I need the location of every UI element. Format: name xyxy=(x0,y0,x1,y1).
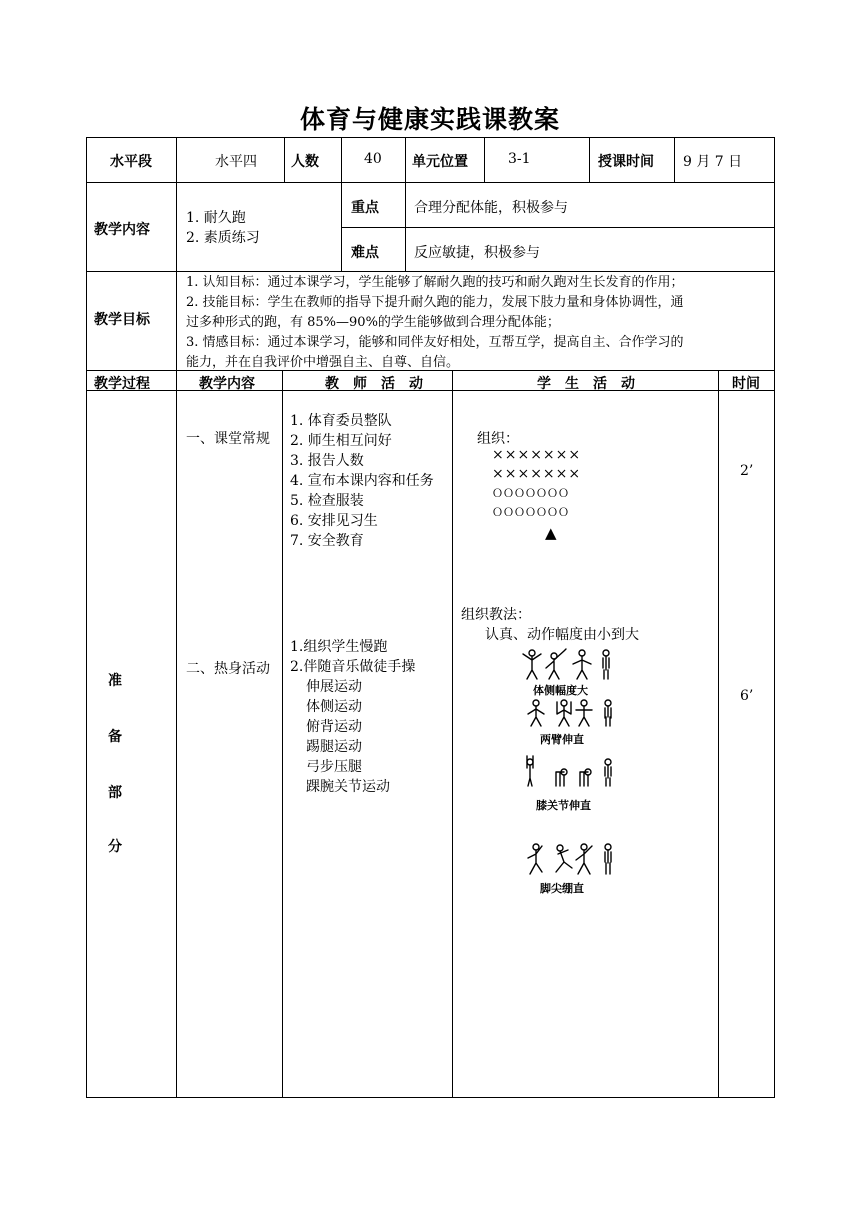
content-items xyxy=(186,208,260,248)
content-label: 教学内容 xyxy=(94,222,150,238)
date-label: 授课时间 xyxy=(598,154,654,170)
goal-line: 能力，并在自我评价中增强自主、自尊、自信。 xyxy=(186,355,460,370)
bend-figures-icon xyxy=(520,754,620,788)
level-label: 水平段 xyxy=(110,154,152,170)
goals-text xyxy=(186,273,766,373)
content-item: 1. 耐久跑 xyxy=(186,210,246,226)
list-item: 踢腿运动 xyxy=(306,739,362,755)
list-item: 俯背运动 xyxy=(306,719,362,735)
kick-figures-icon xyxy=(522,842,618,876)
section-char: 部 xyxy=(108,785,122,801)
routine-title: 一、课堂常规 xyxy=(186,431,270,447)
list-item: 1. 体育委员整队 xyxy=(290,413,392,429)
content-item: 2. 素质练习 xyxy=(186,230,260,246)
page-title: 体育与健康实践课教案 xyxy=(299,105,560,134)
list-item: 4. 宣布本课内容和任务 xyxy=(290,473,434,489)
section-char: 分 xyxy=(108,839,122,855)
formation xyxy=(492,446,581,522)
section-char: 准 xyxy=(108,673,122,689)
routine-teacher-list xyxy=(290,411,434,551)
warmup-title: 二、热身活动 xyxy=(186,661,270,677)
formation-row: ××××××× xyxy=(492,466,582,482)
difficulty-label: 难点 xyxy=(351,245,379,261)
section-char: 备 xyxy=(108,729,122,745)
goal-line: 3. 情感目标：通过本课学习，能够和同伴友好相处，互帮互学，提高自主、合作学习的 xyxy=(186,335,684,350)
side-bend-figures-icon xyxy=(522,698,618,728)
difficulty-value: 反应敏捷，积极参与 xyxy=(414,245,540,261)
routine-time: 2’ xyxy=(740,463,754,479)
count-value: 40 xyxy=(364,151,382,167)
list-item: 弓步压腿 xyxy=(306,759,362,775)
process-header: 教学过程 xyxy=(94,376,150,392)
student-header: 学 生 活 动 xyxy=(537,376,635,392)
formation-row: ××××××× xyxy=(492,447,582,463)
list-item: 3. 报告人数 xyxy=(290,453,364,469)
figure-caption: 膝关节伸直 xyxy=(536,799,591,812)
key-value: 合理分配体能，积极参与 xyxy=(414,200,568,216)
method-text: 认真、动作幅度由小到大 xyxy=(485,627,639,643)
key-label: 重点 xyxy=(351,200,379,216)
teacher-position-icon: ▲ xyxy=(545,524,557,542)
list-item: 伸展运动 xyxy=(306,679,362,695)
formation-row: ＯＯＯＯＯＯＯ xyxy=(492,487,569,500)
warmup-time: 6’ xyxy=(740,688,754,704)
list-item: 1.组织学生慢跑 xyxy=(290,639,388,655)
method-label: 组织教法： xyxy=(461,607,531,623)
figure-caption: 体侧幅度大 xyxy=(533,684,588,697)
figure-caption: 两臂伸直 xyxy=(540,733,584,746)
level-value: 水平四 xyxy=(215,154,257,170)
list-item: 5. 检查服装 xyxy=(290,493,364,509)
stretch-figures-icon xyxy=(518,646,618,686)
formation-row: ＯＯＯＯＯＯＯ xyxy=(492,506,569,519)
count-label: 人数 xyxy=(291,154,319,170)
warmup-teacher-list xyxy=(290,637,415,797)
goal-line: 1. 认知目标：通过本课学习，学生能够了解耐久跑的技巧和耐久跑对生长发育的作用； xyxy=(186,275,684,290)
list-item: 2. 师生相互问好 xyxy=(290,433,392,449)
list-item: 2.伴随音乐做徒手操 xyxy=(290,659,416,675)
list-item: 6. 安排见习生 xyxy=(290,513,378,529)
list-item: 踝腕关节运动 xyxy=(306,779,390,795)
teacher-header: 教 师 活 动 xyxy=(325,376,423,392)
goals-label: 教学目标 xyxy=(94,312,150,328)
unit-value: 3-1 xyxy=(508,151,531,167)
goal-line: 2. 技能目标：学生在教师的指导下提升耐久跑的能力，发展下肢力量和身体协调性，通 xyxy=(186,295,684,310)
list-item: 体侧运动 xyxy=(306,699,362,715)
content-header: 教学内容 xyxy=(199,376,255,392)
organization-label: 组织： xyxy=(477,431,519,447)
goal-line: 过多种形式的跑，有 85%—90%的学生能够做到合理分配体能； xyxy=(186,315,560,330)
list-item: 7. 安全教育 xyxy=(290,533,364,549)
unit-label: 单元位置 xyxy=(412,154,468,170)
date-value: 9 月 7 日 xyxy=(683,154,743,170)
figure-caption: 脚尖绷直 xyxy=(540,882,584,895)
time-header: 时间 xyxy=(732,376,760,392)
